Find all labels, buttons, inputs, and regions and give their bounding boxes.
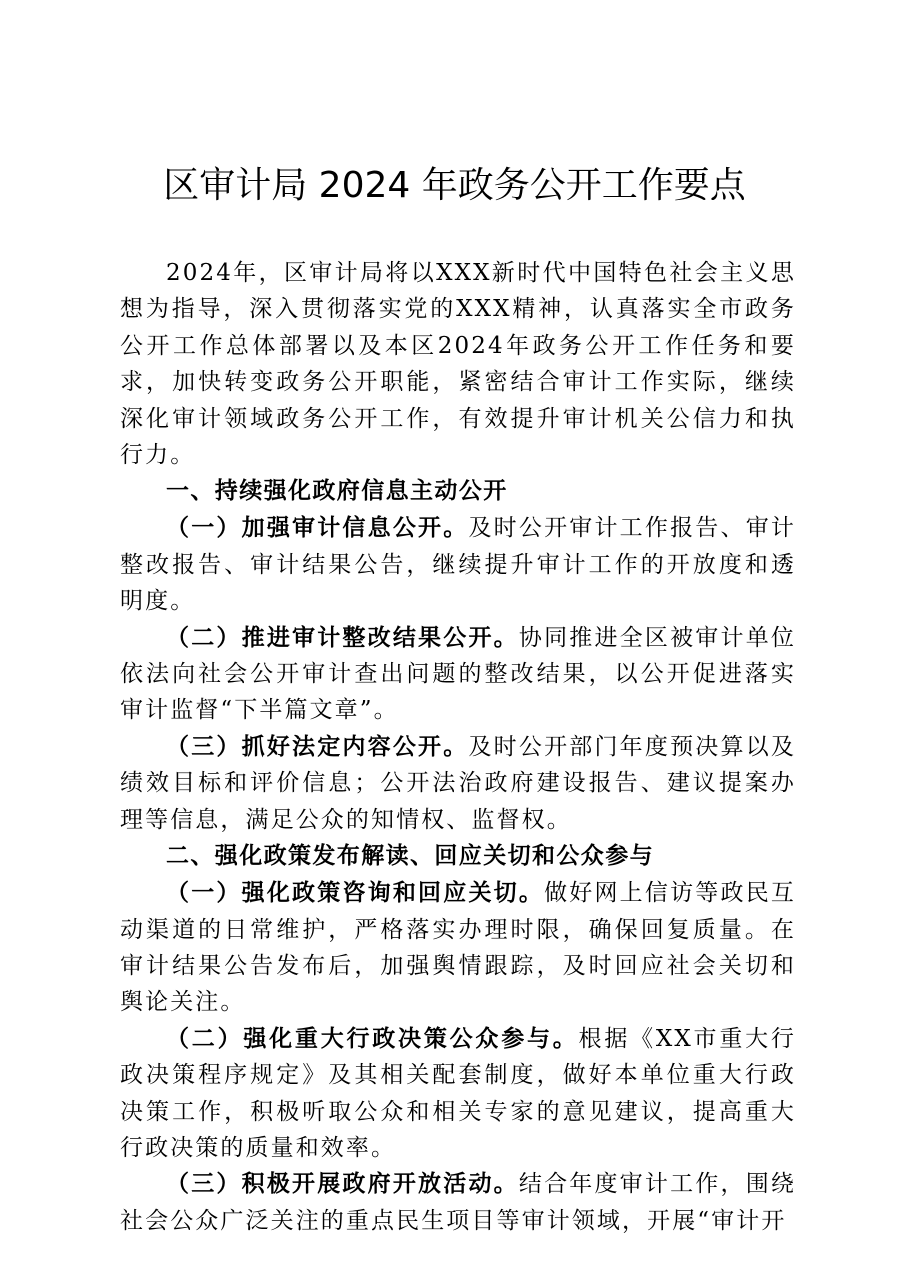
document-body <box>120 255 796 1239</box>
subsection-2-1 <box>120 875 796 1021</box>
subsection-lead: （三）抓好法定内容公开。 <box>166 732 469 760</box>
subsection-lead: （一）强化政策咨询和回应关切。 <box>166 879 545 907</box>
subsection-lead: （二）强化重大行政决策公众参与。 <box>166 1024 579 1052</box>
subsection-lead: （一）加强审计信息公开。 <box>166 514 469 542</box>
subsection-text: 协同推进全区被审计单位依法向社会公开审计查出问题的整改结果，以公开促进落实审计监督“下半篇文章”。 <box>120 624 796 724</box>
subsection-text: 根据《XX市重大行政决策程序规定》及其相关配套制度，做好本单位重大行政决策工作，积极听取公众和相关专家的意见建议，提高重大行政决策的质量和效率。 <box>120 1025 796 1161</box>
section-heading-2: 二、强化政策发布解读、回应关切和公众参与 <box>166 843 654 870</box>
subsection-text: 结合年度审计工作，围绕社会公众广泛关注的重点民生项目等审计领域，开展“审计开 <box>120 1171 796 1234</box>
subsection-2-3 <box>120 1166 796 1239</box>
subsection-text: 做好网上信访等政民互动渠道的日常维护，严格落实办理时限，确保回复质量。在审计结果公告发布后，加强舆情跟踪，及时回应社会关切和舆论关注。 <box>120 880 797 1016</box>
intro-paragraph <box>120 255 796 473</box>
subsection-lead: （三）积极开展政府开放活动。 <box>166 1170 519 1198</box>
subsection-1-3 <box>120 729 796 838</box>
subsection-1-1 <box>120 510 796 619</box>
subsection-text: 及时公开部门年度预决算以及绩效目标和评价信息；公开法治政府建设报告、建议提案办理等信息，满足公众的知情权、监督权。 <box>120 733 796 833</box>
section-heading-1: 一、持续强化政府信息主动公开 <box>166 478 508 505</box>
subsection-2-2 <box>120 1021 796 1167</box>
paragraph-text: 2024年，区审计局将以XXX新时代中国特色社会主义思想为指导，深入贯彻落实党的XXX精神，认真落实全市政务公开工作总体部署以及本区2024年政务公开工作任务和要求，加快转变政务公开职能，紧密结合审计工作实际，继续深化审计领域政务公开工作，有效提升审计机关公信力和执行力。 <box>120 260 796 469</box>
subsection-lead: （二）推进审计整改结果公开。 <box>166 623 519 651</box>
document-title: 区审计局 2024 年政务公开工作要点 <box>163 165 746 206</box>
subsection-text: 及时公开审计工作报告、审计整改报告、审计结果公告，继续提升审计工作的开放度和透明度。 <box>120 515 796 615</box>
subsection-1-2 <box>120 620 796 729</box>
